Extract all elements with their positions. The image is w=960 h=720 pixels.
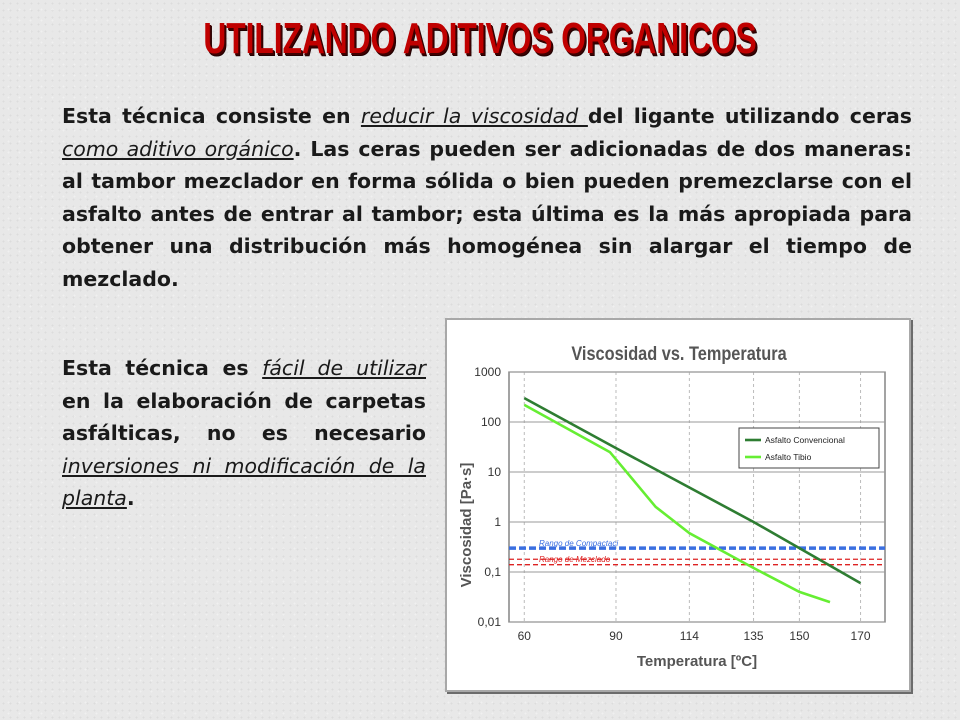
paragraph-intro-emphasis-1: reducir la viscosidad xyxy=(360,104,588,128)
y-tick-label: 1 xyxy=(494,515,501,529)
y-axis-label: Viscosidad [Pa·s] xyxy=(458,462,475,588)
y-tick-label: 0,01 xyxy=(477,615,501,629)
paragraph-ease-text-1: Esta técnica es xyxy=(62,356,263,380)
chart-frame xyxy=(445,318,911,692)
paragraph-intro-text-3: . Las ceras pueden ser adicionadas de dos maneras: al tambor mezclador en forma sólida o bien pueden premezclarse con el asfalto antes de entrar al tambor; esta última es la más apropiada para obtener una distribución más homogénea sin alargar el tiempo de mezclado. xyxy=(62,136,912,291)
x-tick-label: 150 xyxy=(789,629,810,643)
paragraph-intro xyxy=(62,100,912,295)
x-tick-label: 60 xyxy=(517,629,531,643)
band-label: Rango de Compactaci xyxy=(539,539,619,549)
x-tick-label: 135 xyxy=(743,629,764,643)
paragraph-ease-of-use xyxy=(62,352,426,515)
paragraph-ease-text-3: . xyxy=(126,486,135,510)
paragraph-intro-text-1: Esta técnica consiste en xyxy=(62,104,361,128)
x-tick-label: 90 xyxy=(609,629,623,643)
x-axis-label: Temperatura [ºC] xyxy=(636,653,758,670)
legend-box xyxy=(739,428,879,468)
legend-label: Asfalto Convencional xyxy=(765,435,845,445)
slide-title: UTILIZANDO ADITIVOS ORGANICOS xyxy=(203,14,757,63)
paragraph-ease-emphasis-2: inversiones ni modificación de la planta xyxy=(62,453,426,510)
paragraph-intro-emphasis-2: como aditivo orgánico xyxy=(62,136,294,161)
y-tick-label: 100 xyxy=(480,415,501,429)
x-tick-label: 114 xyxy=(679,629,699,643)
paragraph-ease-emphasis-1: fácil de utilizar xyxy=(262,356,426,380)
band-label: Rango de Mezclado xyxy=(539,555,611,565)
x-tick-label: 170 xyxy=(850,629,871,643)
paragraph-ease-text-2: en la elaboración de carpetas asfálticas, no es necesario xyxy=(62,388,426,445)
plot-area xyxy=(509,372,885,622)
y-tick-label: 10 xyxy=(487,465,501,479)
chart-title: Viscosidad vs. Temperatura xyxy=(571,342,787,365)
legend-label: Asfalto Tibio xyxy=(765,452,812,462)
y-tick-label: 1000 xyxy=(474,365,501,379)
viscosity-chart xyxy=(447,320,909,690)
y-tick-label: 0,1 xyxy=(484,565,501,579)
paragraph-intro-text-2: del ligante utilizando ceras xyxy=(587,104,912,128)
chart-grid xyxy=(509,372,885,622)
chart-legend xyxy=(739,428,879,468)
